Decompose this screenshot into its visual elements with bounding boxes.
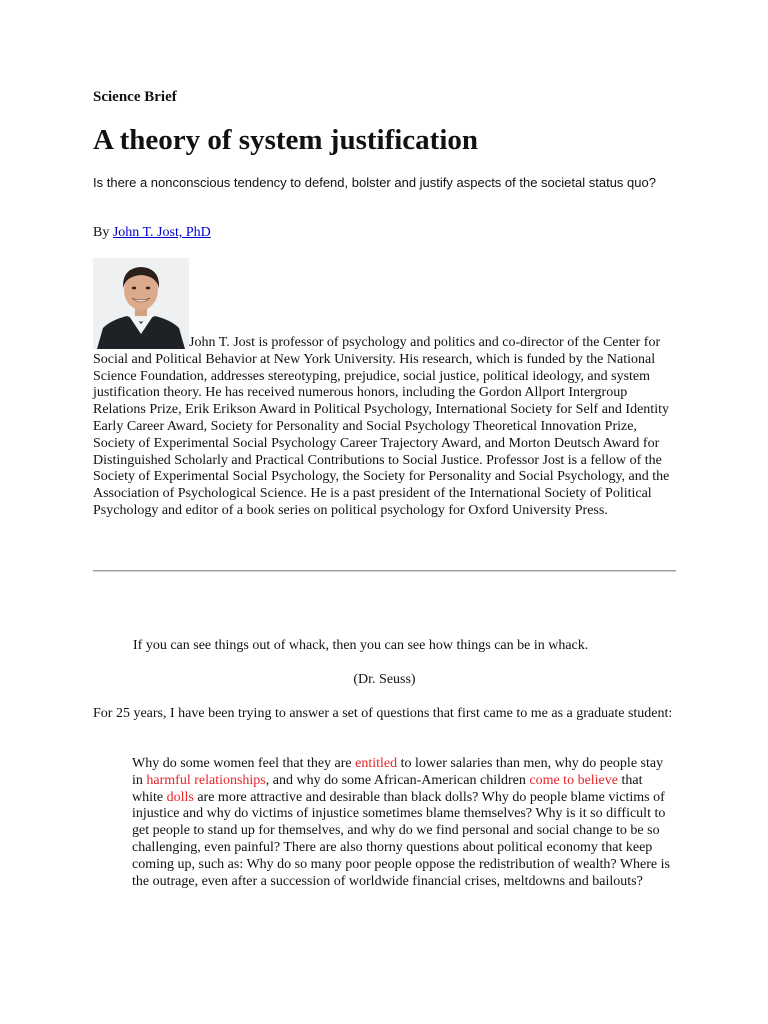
intro-paragraph: For 25 years, I have been trying to answer a set of questions that first came to me as a graduate student: (93, 706, 673, 721)
article-subtitle: Is there a nonconscious tendency to defend, bolster and justify aspects of the societal status quo? (93, 175, 656, 190)
link-entitled[interactable]: entitled (355, 756, 398, 771)
byline-prefix: By (93, 225, 110, 240)
section-divider (93, 570, 676, 572)
author-bio-text: John T. Jost is professor of psychology and politics and co-director of the Center for Social and Political Behavior at New York University. His research, which is funded by the National Science Foundation, addresses stereotyping, prejudice, social justice, political ideology, and system justification theory. He has received numerous honors, including the Gordon Allport Intergroup Relations Prize, Erik Erikson Award in Political Psychology, International Society for Self and Identity Early Career Award, Society for Personality and Social Psychology Theoretical Innovation Prize, Society of Experimental Social Psychology Career Trajectory Award, and Morton Deutsch Award for Distinguished Scholarly and Practical Contributions to Social Justice. Professor Jost is a fellow of the Society of Experimental Social Psychology, the Society for Personality and Social Psychology, and the Association of Psychological Science. He is a past president of the International Society of Political Psychology and editor of a book series on political psychology for Oxford University Press. (93, 335, 670, 518)
link-come-to-believe[interactable]: come to believe (529, 772, 618, 788)
questions-text-4: that white (132, 772, 643, 805)
article-title: A theory of system justification (93, 124, 479, 156)
link-harmful-relationships[interactable]: harmful relationships (146, 772, 266, 788)
questions-text-1: Why do some women feel that they are (132, 756, 356, 771)
section-label: Science Brief (93, 89, 177, 105)
questions-paragraph (132, 756, 673, 890)
byline (93, 225, 211, 241)
epigraph-attribution: (Dr. Seuss) (353, 672, 416, 687)
epigraph-quote: If you can see things out of whack, then you can see how things can be in whack. (133, 638, 589, 653)
questions-text-2: to lower salaries than men, why do people stay in (132, 756, 664, 788)
questions-text-3: , and why do some African-American children (265, 772, 530, 788)
link-dolls[interactable]: dolls (166, 789, 194, 805)
author-link[interactable]: John T. Jost, PhD (112, 225, 211, 240)
questions-text-5: are more attractive and desirable than black dolls? Why do people blame victims of injustice and why do victims of injustice sometimes blame themselves? Why is it so difficult to get people to stand up for themselves, and why do we find personal and social change to be so challenging, even painful? There are also thorny questions about political economy that keep coming up, such as: Why do so many poor people oppose the redistribution of wealth? Where is the outrage, even after a succession of worldwide financial crises, meltdowns and bailouts? (132, 789, 670, 889)
author-bio (93, 335, 679, 520)
